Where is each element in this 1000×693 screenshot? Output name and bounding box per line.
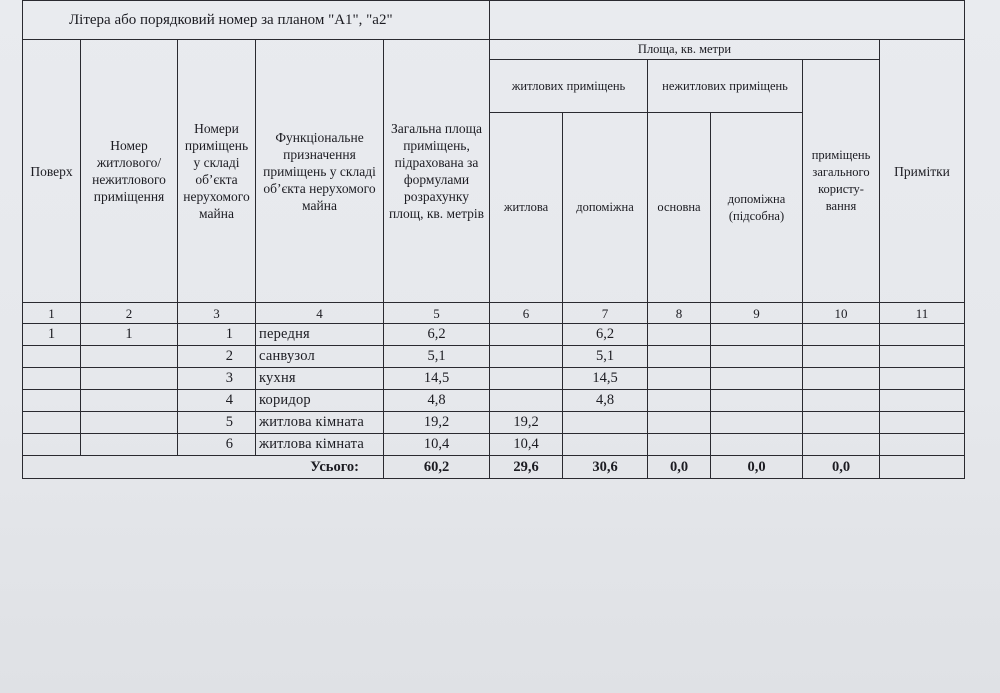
cell-total: 6,2 bbox=[384, 324, 490, 346]
cell-main bbox=[648, 324, 711, 346]
header-auxiliary: допоміжна bbox=[563, 113, 648, 303]
cell-room: 1 bbox=[178, 324, 256, 346]
col-num: 3 bbox=[178, 303, 256, 324]
plan-letter-title: Літера або порядковий номер за планом "А1", "а2" bbox=[23, 1, 490, 40]
cell-common bbox=[803, 346, 880, 368]
column-number-row bbox=[23, 303, 965, 324]
cell-room: 4 bbox=[178, 390, 256, 412]
header-total-area: Загальна площа приміщень, підрахована за формулами розрахунку площ, кв. метрів bbox=[384, 40, 490, 303]
totals-living: 29,6 bbox=[490, 456, 563, 479]
cell-main bbox=[648, 412, 711, 434]
cell-total: 10,4 bbox=[384, 434, 490, 456]
cell-common bbox=[803, 368, 880, 390]
cell-total: 5,1 bbox=[384, 346, 490, 368]
cell-main bbox=[648, 346, 711, 368]
cell-unit: 1 bbox=[81, 324, 178, 346]
cell-living: 19,2 bbox=[490, 412, 563, 434]
title-row bbox=[23, 1, 965, 40]
col-num: 7 bbox=[563, 303, 648, 324]
header-row-1 bbox=[23, 40, 965, 60]
header-function: Функціональне призначення приміщень у складі об’єкта нерухомого майна bbox=[256, 40, 384, 303]
cell-common bbox=[803, 324, 880, 346]
cell-name: передня bbox=[256, 324, 384, 346]
cell-notes bbox=[880, 346, 965, 368]
header-main: основна bbox=[648, 113, 711, 303]
col-num: 10 bbox=[803, 303, 880, 324]
header-residential: житлових приміщень bbox=[490, 60, 648, 113]
cell-unit bbox=[81, 390, 178, 412]
cell-main bbox=[648, 434, 711, 456]
cell-aux bbox=[563, 434, 648, 456]
cell-unit bbox=[81, 412, 178, 434]
header-common-use: приміщень загального користу-вання bbox=[803, 60, 880, 303]
cell-living bbox=[490, 368, 563, 390]
cell-main bbox=[648, 390, 711, 412]
cell-room: 6 bbox=[178, 434, 256, 456]
table-row bbox=[23, 368, 965, 390]
totals-total: 60,2 bbox=[384, 456, 490, 479]
table-row bbox=[23, 434, 965, 456]
cell-aux-util bbox=[711, 368, 803, 390]
title-empty-cell bbox=[490, 1, 965, 40]
cell-aux: 5,1 bbox=[563, 346, 648, 368]
col-num: 9 bbox=[711, 303, 803, 324]
col-num: 8 bbox=[648, 303, 711, 324]
cell-aux-util bbox=[711, 324, 803, 346]
header-room-numbers: Номери приміщень у складі об’єкта нерухомого майна bbox=[178, 40, 256, 303]
header-area-group: Площа, кв. метри bbox=[490, 40, 880, 60]
col-num: 11 bbox=[880, 303, 965, 324]
col-num: 2 bbox=[81, 303, 178, 324]
cell-notes bbox=[880, 434, 965, 456]
col-num: 6 bbox=[490, 303, 563, 324]
cell-notes bbox=[880, 324, 965, 346]
header-floor: Поверх bbox=[23, 40, 81, 303]
cell-unit bbox=[81, 434, 178, 456]
cell-floor bbox=[23, 346, 81, 368]
cell-aux: 6,2 bbox=[563, 324, 648, 346]
cell-main bbox=[648, 368, 711, 390]
totals-label: Усього: bbox=[23, 456, 384, 479]
cell-floor: 1 bbox=[23, 324, 81, 346]
cell-floor bbox=[23, 368, 81, 390]
cell-common bbox=[803, 390, 880, 412]
cell-living: 10,4 bbox=[490, 434, 563, 456]
cell-name: житлова кімната bbox=[256, 412, 384, 434]
header-auxiliary-utility: допоміжна (підсобна) bbox=[711, 113, 803, 303]
table-row bbox=[23, 390, 965, 412]
cell-aux: 4,8 bbox=[563, 390, 648, 412]
totals-notes bbox=[880, 456, 965, 479]
floor-area-table bbox=[22, 0, 965, 479]
totals-main: 0,0 bbox=[648, 456, 711, 479]
col-num: 1 bbox=[23, 303, 81, 324]
cell-name: кухня bbox=[256, 368, 384, 390]
cell-aux-util bbox=[711, 434, 803, 456]
table-row bbox=[23, 346, 965, 368]
cell-unit bbox=[81, 368, 178, 390]
cell-name: санвузол bbox=[256, 346, 384, 368]
cell-total: 19,2 bbox=[384, 412, 490, 434]
cell-floor bbox=[23, 390, 81, 412]
totals-row bbox=[23, 456, 965, 479]
cell-aux-util bbox=[711, 412, 803, 434]
cell-room: 2 bbox=[178, 346, 256, 368]
totals-aux-util: 0,0 bbox=[711, 456, 803, 479]
cell-name: житлова кімната bbox=[256, 434, 384, 456]
cell-living bbox=[490, 390, 563, 412]
table-row bbox=[23, 412, 965, 434]
header-nonresidential: нежитлових приміщень bbox=[648, 60, 803, 113]
cell-total: 4,8 bbox=[384, 390, 490, 412]
totals-aux: 30,6 bbox=[563, 456, 648, 479]
header-unit-number: Номер житлового/ нежитлового приміщення bbox=[81, 40, 178, 303]
cell-unit bbox=[81, 346, 178, 368]
cell-total: 14,5 bbox=[384, 368, 490, 390]
cell-floor bbox=[23, 412, 81, 434]
cell-name: коридор bbox=[256, 390, 384, 412]
col-num: 5 bbox=[384, 303, 490, 324]
cell-aux: 14,5 bbox=[563, 368, 648, 390]
cell-room: 5 bbox=[178, 412, 256, 434]
header-notes: Примітки bbox=[880, 40, 965, 303]
table-row bbox=[23, 324, 965, 346]
cell-common bbox=[803, 412, 880, 434]
cell-floor bbox=[23, 434, 81, 456]
cell-room: 3 bbox=[178, 368, 256, 390]
header-living: житлова bbox=[490, 113, 563, 303]
cell-common bbox=[803, 434, 880, 456]
cell-living bbox=[490, 324, 563, 346]
cell-notes bbox=[880, 390, 965, 412]
cell-aux bbox=[563, 412, 648, 434]
cell-aux-util bbox=[711, 346, 803, 368]
cell-notes bbox=[880, 368, 965, 390]
totals-common: 0,0 bbox=[803, 456, 880, 479]
cell-notes bbox=[880, 412, 965, 434]
cell-living bbox=[490, 346, 563, 368]
col-num: 4 bbox=[256, 303, 384, 324]
cell-aux-util bbox=[711, 390, 803, 412]
